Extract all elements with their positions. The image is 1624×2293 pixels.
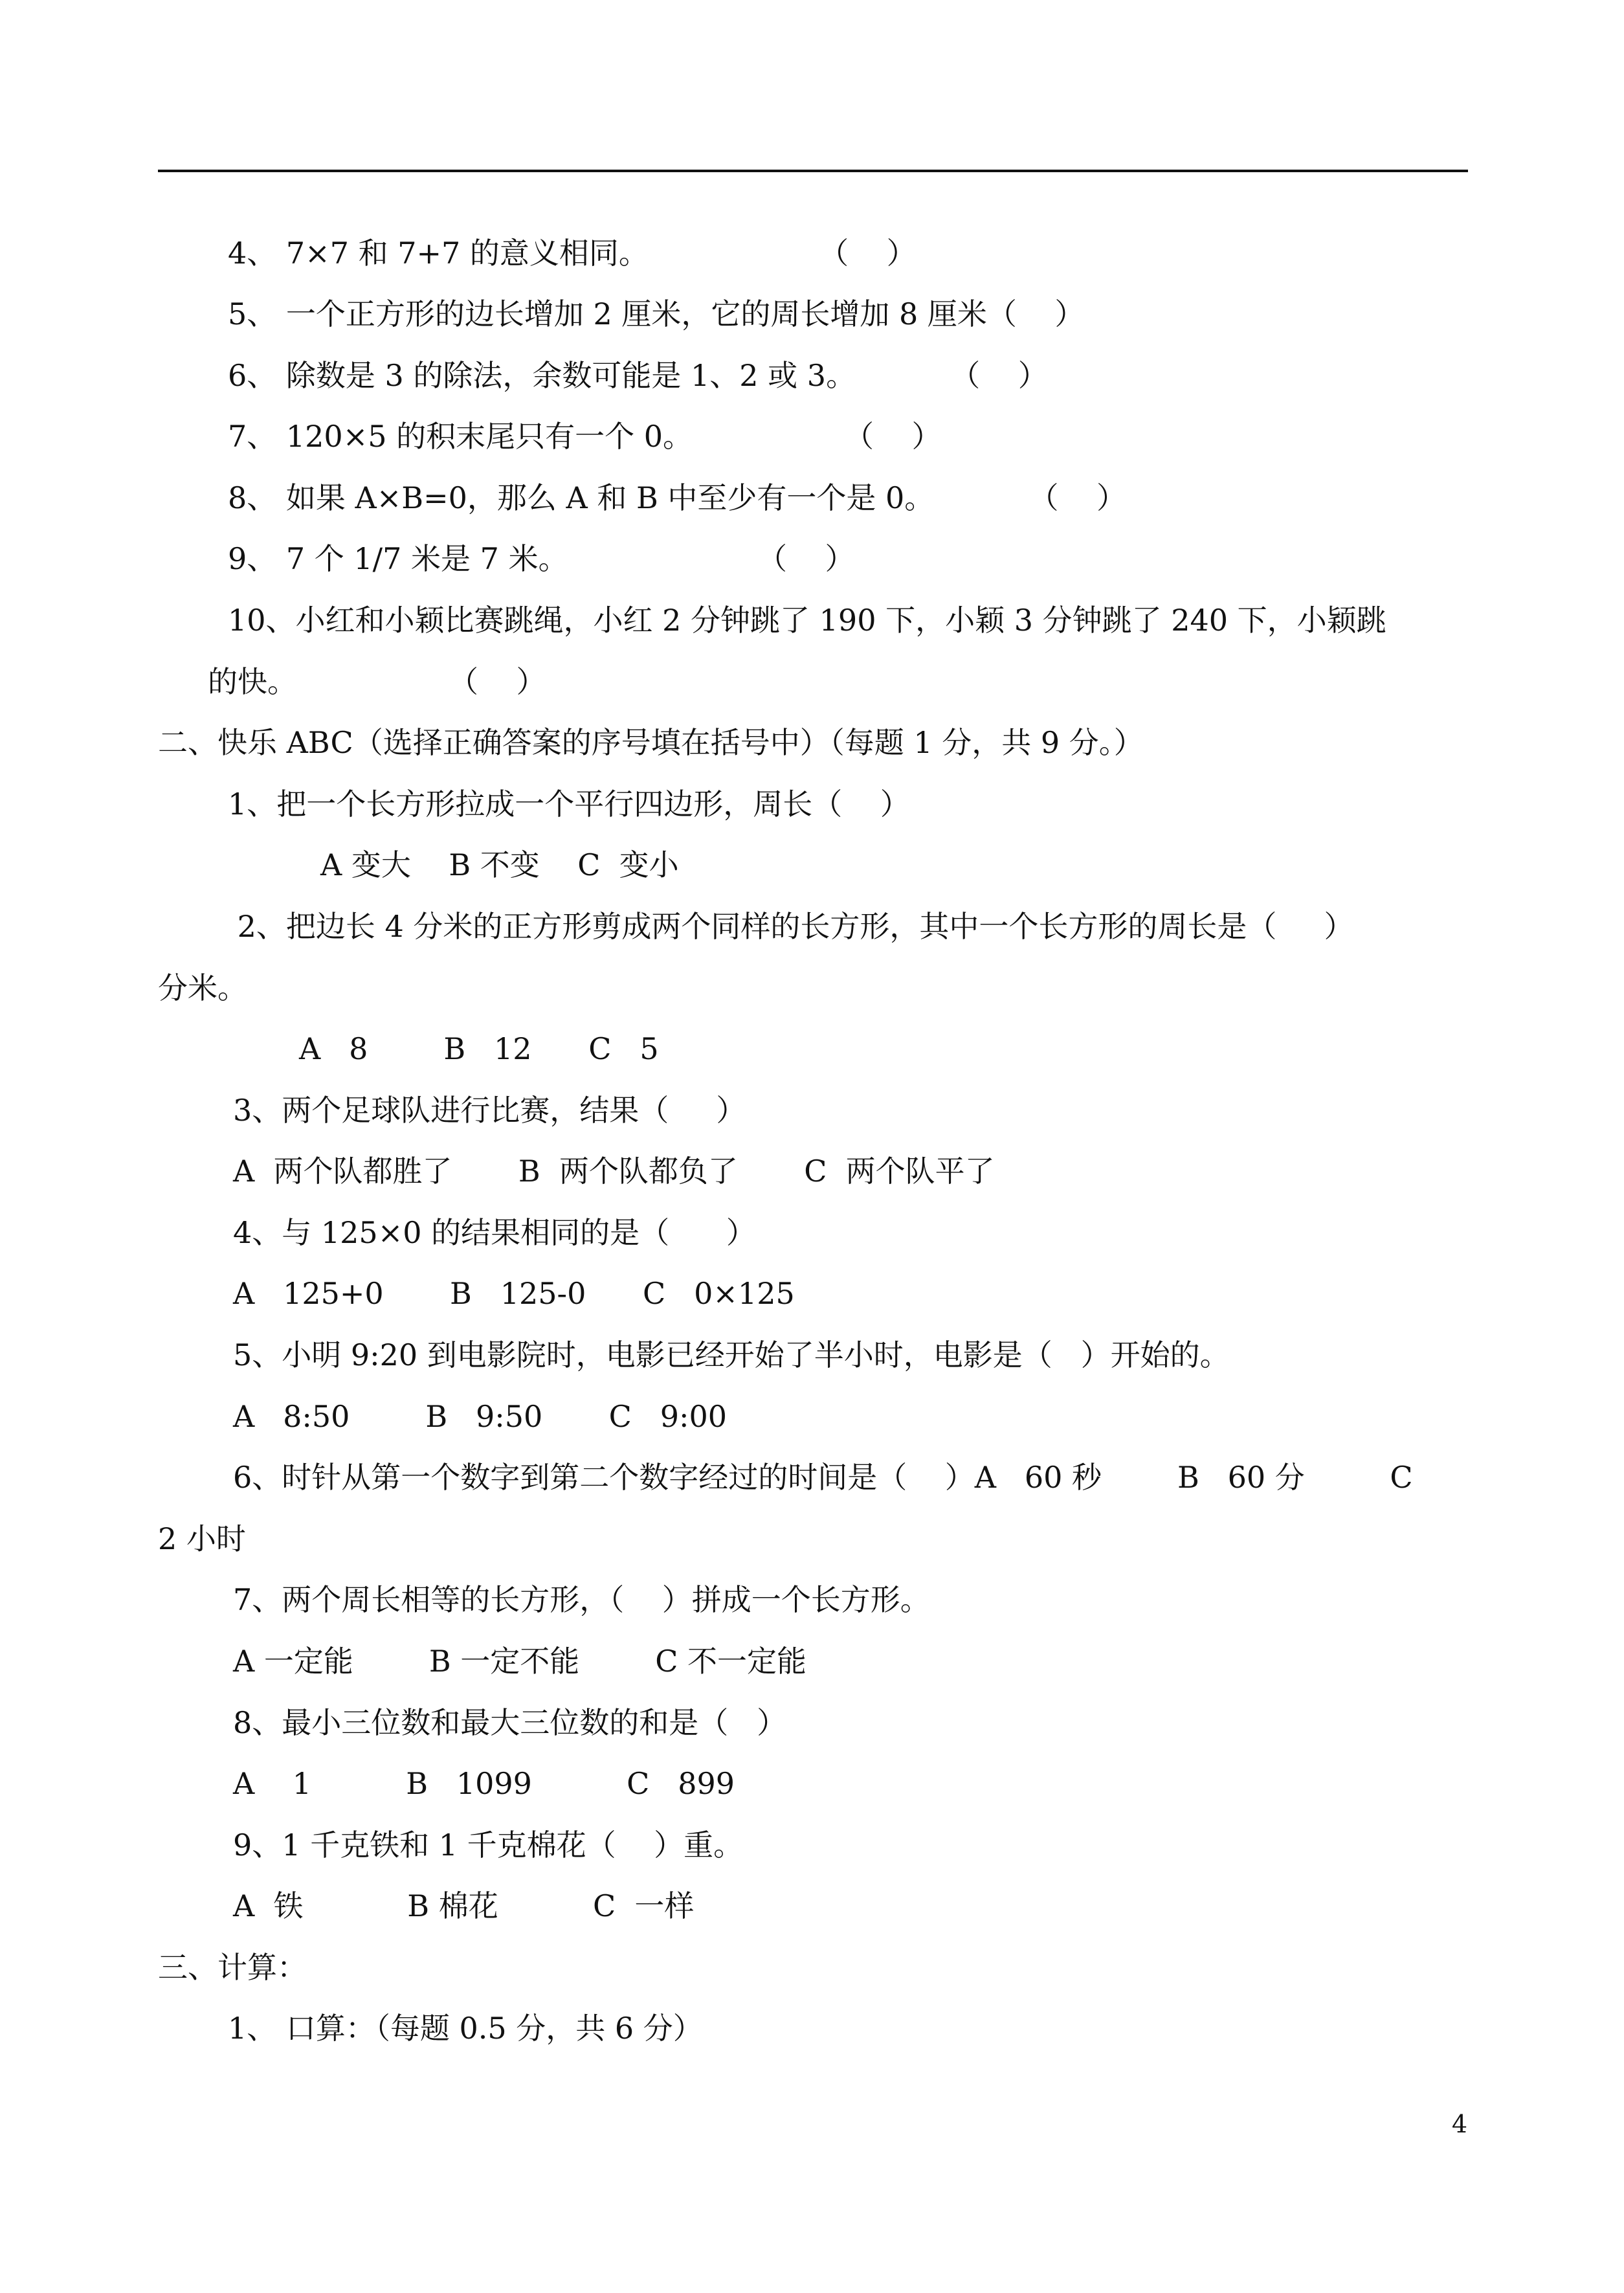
question-line: 2、把边长 4 分米的正方形剪成两个同样的长方形，其中一个长方形的周长是（ ）	[228, 909, 1354, 944]
judge-item: 8、 如果 A×B=0，那么 A 和 B 中至少有一个是 0。 （ ）	[228, 480, 1126, 515]
options-line: A 1 B 1099 C 899	[233, 1766, 735, 1801]
question-line: 8、最小三位数和最大三位数的和是（ ）	[233, 1705, 787, 1740]
options-line: A 两个队都胜了 B 两个队都负了 C 两个队平了	[233, 1154, 995, 1189]
calc-item: 1、 口算：（每题 0.5 分，共 6 分）	[228, 2011, 703, 2046]
options-line: A 8 B 12 C 5	[299, 1031, 659, 1066]
judge-item: 10、小红和小颖比赛跳绳，小红 2 分钟跳了 190 下，小颖 3 分钟跳了 240 下，小颖跳	[228, 603, 1386, 638]
options-line: A 变大 B 不变 C 变小	[320, 847, 679, 882]
options-line: A 一定能 B 一定不能 C 不一定能	[233, 1644, 807, 1679]
question-line: 3、两个足球队进行比赛，结果（ ）	[233, 1093, 746, 1128]
page-number: 4	[1451, 2110, 1467, 2138]
question-line: 5、小明 9:20 到电影院时，电影已经开始了半小时，电影是（ ）开始的。	[233, 1337, 1230, 1372]
question-line: 分米。	[158, 970, 247, 1005]
options-line: A 125+0 B 125-0 C 0×125	[233, 1276, 795, 1311]
question-line: 9、1 千克铁和 1 千克棉花（ ）重。	[233, 1828, 744, 1862]
header-rule	[158, 170, 1468, 172]
question-line: 7、两个周长相等的长方形，（ ）拼成一个长方形。	[233, 1582, 930, 1617]
question-line: 6、时针从第一个数字到第二个数字经过的时间是（ ）A 60 秒 B 60 分 C	[233, 1460, 1413, 1495]
judge-item: 4、 7×7 和 7+7 的意义相同。 （ ）	[228, 236, 917, 271]
question-line: 1、把一个长方形拉成一个平行四边形，周长（ ）	[228, 787, 910, 822]
judge-item: 的快。 （ ）	[208, 664, 546, 699]
options-line: A 8:50 B 9:50 C 9:00	[233, 1399, 728, 1434]
judge-item: 6、 除数是 3 的除法，余数可能是 1、2 或 3。 （ ）	[228, 358, 1048, 393]
judge-item: 9、 7 个 1/7 米是 7 米。 （ ）	[228, 541, 855, 576]
question-line: 2 小时	[158, 1521, 246, 1556]
judge-item: 5、 一个正方形的边长增加 2 厘米，它的周长增加 8 厘米（ ）	[228, 296, 1085, 331]
question-line: 4、与 125×0 的结果相同的是（ ）	[233, 1215, 756, 1250]
options-line: A 铁 B 棉花 C 一样	[233, 1888, 695, 1923]
judge-item: 7、 120×5 的积末尾只有一个 0。 （ ）	[228, 419, 942, 454]
section-title: 二、快乐 ABC（选择正确答案的序号填在括号中）（每题 1 分，共 9 分。）	[158, 725, 1144, 760]
section-title: 三、计算：	[158, 1950, 307, 1985]
